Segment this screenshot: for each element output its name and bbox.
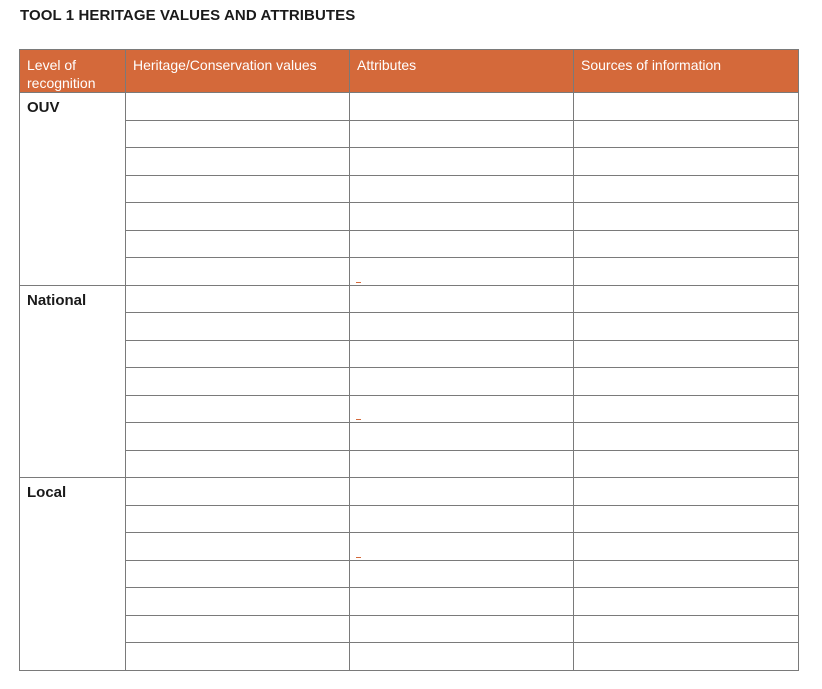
column-header-values: Heritage/Conservation values: [126, 50, 350, 93]
table-row: [20, 203, 799, 231]
attributes-cell[interactable]: [350, 450, 574, 478]
table-row: [20, 615, 799, 643]
attributes-cell[interactable]: [350, 478, 574, 506]
table-body: [20, 93, 799, 671]
values-cell[interactable]: [126, 230, 350, 258]
values-cell[interactable]: [126, 643, 350, 671]
values-cell[interactable]: [126, 285, 350, 313]
sources-cell[interactable]: [574, 285, 799, 313]
attributes-cell[interactable]: [350, 643, 574, 671]
sources-cell[interactable]: [574, 533, 799, 561]
attributes-cell[interactable]: [350, 533, 574, 561]
level-cell: Local: [20, 478, 126, 671]
table-row: [20, 533, 799, 561]
attributes-cell[interactable]: [350, 175, 574, 203]
attributes-cell[interactable]: [350, 588, 574, 616]
sources-cell[interactable]: [574, 478, 799, 506]
attributes-cell[interactable]: [350, 230, 574, 258]
sources-cell[interactable]: [574, 395, 799, 423]
column-header-sources: Sources of information: [574, 50, 799, 93]
values-cell[interactable]: [126, 505, 350, 533]
attributes-cell[interactable]: [350, 395, 574, 423]
attributes-cell[interactable]: [350, 340, 574, 368]
table-row: [20, 285, 799, 313]
values-cell[interactable]: [126, 175, 350, 203]
table-row: [20, 450, 799, 478]
values-cell[interactable]: [126, 258, 350, 286]
table-row: [20, 588, 799, 616]
attributes-cell[interactable]: [350, 258, 574, 286]
values-cell[interactable]: [126, 203, 350, 231]
column-header-attributes: Attributes: [350, 50, 574, 93]
sources-cell[interactable]: [574, 203, 799, 231]
attributes-cell[interactable]: [350, 505, 574, 533]
table-row: [20, 175, 799, 203]
table-row: [20, 368, 799, 396]
values-cell[interactable]: [126, 120, 350, 148]
attributes-cell[interactable]: [350, 203, 574, 231]
table-row: [20, 120, 799, 148]
table-row: [20, 93, 799, 121]
document-title: TOOL 1 HERITAGE VALUES AND ATTRIBUTES: [20, 7, 356, 24]
level-cell: National: [20, 285, 126, 478]
sources-cell[interactable]: [574, 560, 799, 588]
sources-cell[interactable]: [574, 368, 799, 396]
values-cell[interactable]: [126, 423, 350, 451]
sources-cell[interactable]: [574, 450, 799, 478]
cell-mark: [356, 557, 361, 558]
values-cell[interactable]: [126, 560, 350, 588]
values-cell[interactable]: [126, 340, 350, 368]
heritage-values-table: [19, 49, 799, 671]
attributes-cell[interactable]: [350, 615, 574, 643]
table-row: [20, 148, 799, 176]
sources-cell[interactable]: [574, 175, 799, 203]
table-row: [20, 340, 799, 368]
attributes-cell[interactable]: [350, 93, 574, 121]
attributes-cell[interactable]: [350, 313, 574, 341]
table-row: [20, 478, 799, 506]
sources-cell[interactable]: [574, 340, 799, 368]
level-cell: OUV: [20, 93, 126, 286]
values-cell[interactable]: [126, 533, 350, 561]
values-cell[interactable]: [126, 93, 350, 121]
table-row: [20, 258, 799, 286]
sources-cell[interactable]: [574, 505, 799, 533]
table-header-row: [20, 50, 799, 93]
sources-cell[interactable]: [574, 258, 799, 286]
attributes-cell[interactable]: [350, 148, 574, 176]
table-row: [20, 505, 799, 533]
values-cell[interactable]: [126, 588, 350, 616]
table-row: [20, 230, 799, 258]
table-row: [20, 313, 799, 341]
values-cell[interactable]: [126, 478, 350, 506]
sources-cell[interactable]: [574, 643, 799, 671]
attributes-cell[interactable]: [350, 423, 574, 451]
sources-cell[interactable]: [574, 93, 799, 121]
column-header-level: Level of recognition: [20, 50, 126, 93]
values-cell[interactable]: [126, 368, 350, 396]
sources-cell[interactable]: [574, 588, 799, 616]
sources-cell[interactable]: [574, 615, 799, 643]
table-row: [20, 395, 799, 423]
sources-cell[interactable]: [574, 230, 799, 258]
values-cell[interactable]: [126, 395, 350, 423]
values-cell[interactable]: [126, 615, 350, 643]
table-row: [20, 423, 799, 451]
attributes-cell[interactable]: [350, 560, 574, 588]
cell-mark: [356, 419, 361, 420]
table-row: [20, 560, 799, 588]
attributes-cell[interactable]: [350, 285, 574, 313]
attributes-cell[interactable]: [350, 120, 574, 148]
sources-cell[interactable]: [574, 423, 799, 451]
cell-mark: [356, 282, 361, 283]
values-cell[interactable]: [126, 148, 350, 176]
sources-cell[interactable]: [574, 148, 799, 176]
values-cell[interactable]: [126, 313, 350, 341]
values-cell[interactable]: [126, 450, 350, 478]
sources-cell[interactable]: [574, 313, 799, 341]
table-row: [20, 643, 799, 671]
sources-cell[interactable]: [574, 120, 799, 148]
attributes-cell[interactable]: [350, 368, 574, 396]
